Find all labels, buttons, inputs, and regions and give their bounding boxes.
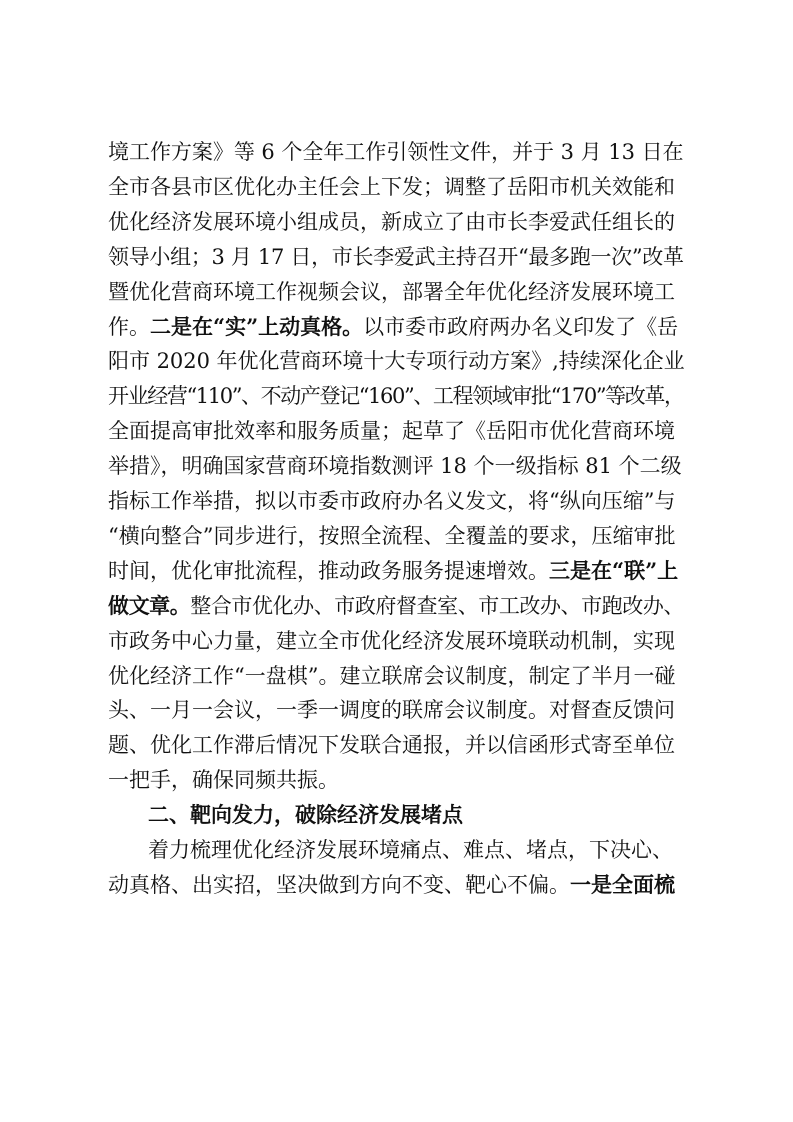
text-segment: “横向整合”同步进行，按照全流程、全覆盖的要求，压缩审批 bbox=[108, 523, 676, 548]
text-segment: 境工作方案》等 6 个全年工作引领性文件，并于 3 月 13 日在 bbox=[108, 140, 684, 164]
text-segment: 全市各县市区优化办主任会上下发；调整了岳阳市机关效能和 bbox=[108, 174, 675, 199]
text-segment: 作。 bbox=[108, 314, 150, 339]
text-segment: 题、优化工作滞后情况下发联合通报，并以信函形式寄至单位 bbox=[108, 733, 675, 758]
text-segment: 头、一月一会议，一季一调度的联席会议制度。对督查反馈问 bbox=[108, 698, 675, 723]
text-segment: 阳市 2020 年优化营商环境十大专项行动方案》,持续深化企业 bbox=[108, 349, 685, 374]
text-segment: 全面提高审批效率和服务质量；起草了《岳阳市优化营商环境 bbox=[108, 419, 675, 444]
bold-lead-phrase: 一是全面梳 bbox=[570, 871, 675, 897]
bold-lead-phrase: 三是在“联”上 bbox=[549, 557, 679, 583]
text-segment: 整合市优化办、市政府督查室、市工改办、市跑改办、 bbox=[190, 593, 684, 618]
text-line bbox=[108, 865, 684, 905]
text-segment: 开业经营“110”、不动产登记“160”、工程领域审批“170”等改革， bbox=[108, 384, 684, 409]
text-segment: 优化经济工作“一盘棋”。建立联席会议制度，制定了半月一碰 bbox=[108, 663, 676, 688]
text-segment: 以市委市政府两办名义印发了《岳 bbox=[363, 314, 679, 339]
bold-lead-phrase: 做文章。 bbox=[108, 592, 191, 618]
section-heading: 二、靶向发力，破除经济发展堵点 bbox=[148, 803, 463, 828]
text-segment: 一把手，确保同频共振。 bbox=[108, 768, 339, 793]
bold-lead-phrase: 二是在“实”上动真格。 bbox=[150, 313, 364, 339]
text-segment: 暨优化营商环境工作视频会议，部署全年优化经济发展环境工 bbox=[108, 279, 675, 304]
text-segment: 时间，优化审批流程，推动政务服务提速增效。 bbox=[108, 558, 549, 583]
text-segment: 指标工作举措，拟以市委市政府办名义发文，将“纵向压缩”与 bbox=[108, 489, 676, 513]
text-segment: 优化经济发展环境小组成员，新成立了由市长李爱武任组长的 bbox=[108, 209, 675, 234]
text-segment: 市政务中心力量，建立全市优化经济发展环境联动机制，实现 bbox=[108, 628, 675, 653]
text-segment: 领导小组；3 月 17 日，市长李爱武主持召开“最多跑一次”改革 bbox=[108, 244, 684, 269]
text-segment: 举措》，明确国家营商环境指数测评 18 个一级指标 81 个二级 bbox=[108, 454, 682, 479]
text-segment: 着力梳理优化经济发展环境痛点、难点、堵点，下决心、 bbox=[148, 838, 673, 862]
text-segment: 动真格、出实招，坚决做到方向不变、靶心不偏。 bbox=[108, 872, 570, 897]
